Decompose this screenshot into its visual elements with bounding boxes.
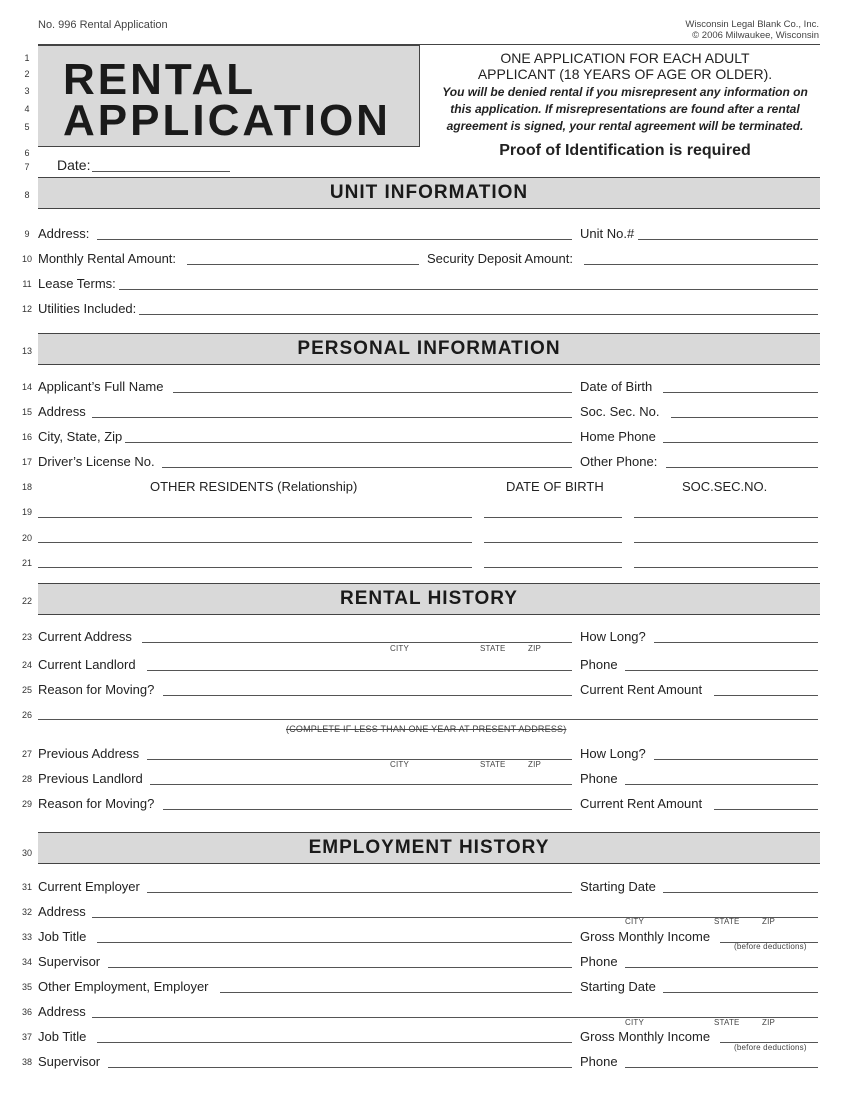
resident-ssn-field[interactable]	[634, 502, 818, 518]
state-hint: STATE	[714, 1018, 740, 1027]
how-long-label: How Long?	[580, 629, 646, 644]
line-number: 35	[21, 982, 32, 992]
resident-name-field[interactable]	[38, 527, 472, 543]
resident-dob-field[interactable]	[484, 502, 622, 518]
reason-moving-label: Reason for Moving?	[38, 682, 155, 697]
line-number: 4	[24, 104, 30, 114]
other-supervisor-field[interactable]	[108, 1052, 572, 1068]
line-number: 12	[21, 304, 32, 314]
city-hint: CITY	[390, 644, 410, 653]
how-long-label: How Long?	[580, 746, 646, 761]
copyright: © 2006 Milwaukee, Wisconsin	[692, 30, 819, 41]
job-title-label: Job Title	[38, 1029, 87, 1044]
previous-landlord-label: Previous Landlord	[38, 771, 143, 786]
line-number: 22	[21, 596, 32, 606]
line-number: 16	[21, 432, 32, 442]
previous-rent-field[interactable]	[714, 794, 818, 810]
previous-landlord-field[interactable]	[150, 769, 572, 785]
line-number: 9	[24, 229, 30, 239]
utilities-field[interactable]	[139, 299, 818, 315]
utilities-label: Utilities Included:	[38, 301, 137, 316]
other-gross-income-field[interactable]	[720, 1027, 818, 1043]
current-landlord-field[interactable]	[147, 655, 572, 671]
previous-landlord-phone-field[interactable]	[625, 769, 818, 785]
other-phone-field[interactable]	[666, 452, 818, 468]
form-number: No. 996 Rental Application	[38, 19, 168, 31]
section-employment-history: EMPLOYMENT HISTORY	[38, 832, 820, 864]
other-phone-label: Other Phone:	[580, 454, 658, 469]
adult-notice	[425, 50, 825, 82]
current-employer-field[interactable]	[147, 877, 572, 893]
job-title-label: Job Title	[38, 929, 87, 944]
adult-notice-line-1: ONE APPLICATION FOR EACH ADULT	[500, 50, 750, 66]
warning-line-3: agreement is signed, your rental agreement will be terminated.	[446, 119, 804, 133]
current-starting-date-field[interactable]	[663, 877, 818, 893]
current-employer-address-field[interactable]	[92, 902, 818, 918]
resident-name-field[interactable]	[38, 502, 472, 518]
misrepresentation-warning	[425, 84, 825, 135]
gross-income-label: Gross Monthly Income	[580, 929, 711, 944]
security-deposit-field[interactable]	[584, 249, 818, 265]
city-hint: CITY	[390, 760, 410, 769]
resident-ssn-field[interactable]	[634, 527, 818, 543]
line-number: 34	[21, 957, 32, 967]
supervisor-label: Supervisor	[38, 1054, 101, 1069]
starting-date-label: Starting Date	[580, 979, 656, 994]
state-hint: STATE	[480, 644, 506, 653]
zip-hint: ZIP	[528, 644, 542, 653]
applicant-address-field[interactable]	[92, 402, 572, 418]
unit-address-field[interactable]	[97, 224, 572, 240]
less-than-one-year-note: (COMPLETE IF LESS THAN ONE YEAR AT PRESENT ADDRESS)	[286, 724, 567, 734]
reason-moving-label: Reason for Moving?	[38, 796, 155, 811]
warning-line-1: You will be denied rental if you misrepresent any information on	[442, 85, 808, 99]
title-line-1: RENTAL	[63, 55, 257, 104]
gross-income-label: Gross Monthly Income	[580, 1029, 711, 1044]
resident-ssn-field[interactable]	[634, 552, 818, 568]
current-rent-field[interactable]	[714, 680, 818, 696]
current-employer-label: Current Employer	[38, 879, 140, 894]
employer-address-label: Address	[38, 904, 86, 919]
zip-hint: ZIP	[762, 917, 776, 926]
ssn-field[interactable]	[671, 402, 818, 418]
current-landlord-phone-field[interactable]	[625, 655, 818, 671]
other-employer-address-field[interactable]	[92, 1002, 818, 1018]
line-number: 27	[21, 749, 32, 759]
city-hint: CITY	[625, 1018, 645, 1027]
line-number: 10	[21, 254, 32, 264]
line-number: 14	[21, 382, 32, 392]
line-number: 18	[21, 482, 32, 492]
security-deposit-label: Security Deposit Amount:	[427, 251, 573, 266]
line-number: 15	[21, 407, 32, 417]
other-starting-date-field[interactable]	[663, 977, 818, 993]
line-number: 21	[21, 558, 32, 568]
phone-label: Phone	[580, 657, 618, 672]
line-number: 6	[24, 148, 30, 158]
resident-dob-field[interactable]	[484, 527, 622, 543]
current-landlord-label: Current Landlord	[38, 657, 136, 672]
full-name-field[interactable]	[173, 377, 572, 393]
employer-address-label: Address	[38, 1004, 86, 1019]
page-title	[63, 55, 391, 145]
before-deductions-hint: (before deductions)	[734, 1043, 807, 1052]
line-number: 38	[21, 1057, 32, 1067]
current-gross-income-field[interactable]	[720, 927, 818, 943]
ssn-label: Soc. Sec. No.	[580, 404, 660, 419]
unit-no-field[interactable]	[638, 224, 818, 240]
address-label: Address	[38, 404, 86, 419]
title-line-2: APPLICATION	[63, 96, 391, 145]
current-rent-label: Current Rent Amount	[580, 796, 703, 811]
line-number: 1	[24, 53, 30, 63]
lease-terms-field[interactable]	[119, 274, 818, 290]
line-number: 24	[21, 660, 32, 670]
section-unit-information: UNIT INFORMATION	[38, 177, 820, 209]
line-number: 3	[24, 86, 30, 96]
line-number: 29	[21, 799, 32, 809]
license-label: Driver’s License No.	[38, 454, 155, 469]
line-number: 25	[21, 685, 32, 695]
previous-address-field[interactable]	[147, 744, 572, 760]
publisher: Wisconsin Legal Blank Co., Inc.	[685, 19, 819, 30]
line-number: 8	[24, 190, 30, 200]
reason-continuation-field[interactable]	[38, 704, 818, 720]
line-number: 19	[21, 507, 32, 517]
unit-no-label: Unit No.#	[580, 226, 635, 241]
other-supervisor-phone-field[interactable]	[625, 1052, 818, 1068]
dob-field[interactable]	[663, 377, 818, 393]
line-number: 26	[21, 710, 32, 720]
dob-label: Date of Birth	[580, 379, 653, 394]
starting-date-label: Starting Date	[580, 879, 656, 894]
line-number: 2	[24, 69, 30, 79]
line-number: 37	[21, 1032, 32, 1042]
city-state-zip-field[interactable]	[125, 427, 572, 443]
section-rental-history: RENTAL HISTORY	[38, 583, 820, 615]
resident-dob-header: DATE OF BIRTH	[506, 479, 604, 494]
monthly-rent-label: Monthly Rental Amount:	[38, 251, 177, 266]
current-job-title-field[interactable]	[97, 927, 572, 943]
monthly-rent-field[interactable]	[187, 249, 419, 265]
home-phone-field[interactable]	[663, 427, 818, 443]
state-hint: STATE	[480, 760, 506, 769]
proof-of-id-notice: Proof of Identification is required	[499, 142, 751, 159]
line-number: 32	[21, 907, 32, 917]
current-supervisor-field[interactable]	[108, 952, 572, 968]
title-box	[38, 45, 420, 147]
city-hint: CITY	[625, 917, 645, 926]
line-number: 20	[21, 533, 32, 543]
phone-label: Phone	[580, 954, 618, 969]
current-address-field[interactable]	[142, 627, 572, 643]
other-employer-label: Other Employment, Employer	[38, 979, 209, 994]
date-label: Date:	[57, 157, 91, 173]
before-deductions-hint: (before deductions)	[734, 942, 807, 951]
line-number: 13	[21, 346, 32, 356]
full-name-label: Applicant’s Full Name	[38, 379, 164, 394]
line-number: 7	[24, 162, 30, 172]
city-state-zip-label: City, State, Zip	[38, 429, 123, 444]
supervisor-label: Supervisor	[38, 954, 101, 969]
line-number: 33	[21, 932, 32, 942]
line-number: 28	[21, 774, 32, 784]
line-number: 23	[21, 632, 32, 642]
adult-notice-line-2: APPLICANT (18 YEARS OF AGE OR OLDER).	[477, 66, 773, 82]
resident-name-field[interactable]	[38, 552, 472, 568]
previous-address-label: Previous Address	[38, 746, 140, 761]
home-phone-label: Home Phone	[580, 429, 656, 444]
line-number: 36	[21, 1007, 32, 1017]
phone-label: Phone	[580, 1054, 618, 1069]
other-job-title-field[interactable]	[97, 1027, 572, 1043]
lease-terms-label: Lease Terms:	[38, 276, 116, 291]
zip-hint: ZIP	[528, 760, 542, 769]
date-field[interactable]	[92, 156, 230, 172]
line-number: 31	[21, 882, 32, 892]
other-residents-header: OTHER RESIDENTS (Relationship)	[150, 479, 358, 494]
line-number: 17	[21, 457, 32, 467]
license-field[interactable]	[162, 452, 572, 468]
resident-dob-field[interactable]	[484, 552, 622, 568]
line-number: 30	[21, 848, 32, 858]
warning-line-2: this application. If misrepresentations are found after a rental	[450, 102, 800, 116]
current-how-long-field[interactable]	[654, 627, 818, 643]
line-number: 5	[24, 122, 30, 132]
resident-ssn-header: SOC.SEC.NO.	[682, 479, 768, 494]
previous-how-long-field[interactable]	[654, 744, 818, 760]
zip-hint: ZIP	[762, 1018, 776, 1027]
line-number: 11	[22, 279, 32, 289]
other-employer-field[interactable]	[220, 977, 572, 993]
address-label: Address:	[38, 226, 90, 241]
current-supervisor-phone-field[interactable]	[625, 952, 818, 968]
section-personal-information: PERSONAL INFORMATION	[38, 333, 820, 365]
phone-label: Phone	[580, 771, 618, 786]
current-rent-label: Current Rent Amount	[580, 682, 703, 697]
previous-reason-moving-field[interactable]	[163, 794, 572, 810]
current-address-label: Current Address	[38, 629, 132, 644]
state-hint: STATE	[714, 917, 740, 926]
current-reason-moving-field[interactable]	[163, 680, 572, 696]
